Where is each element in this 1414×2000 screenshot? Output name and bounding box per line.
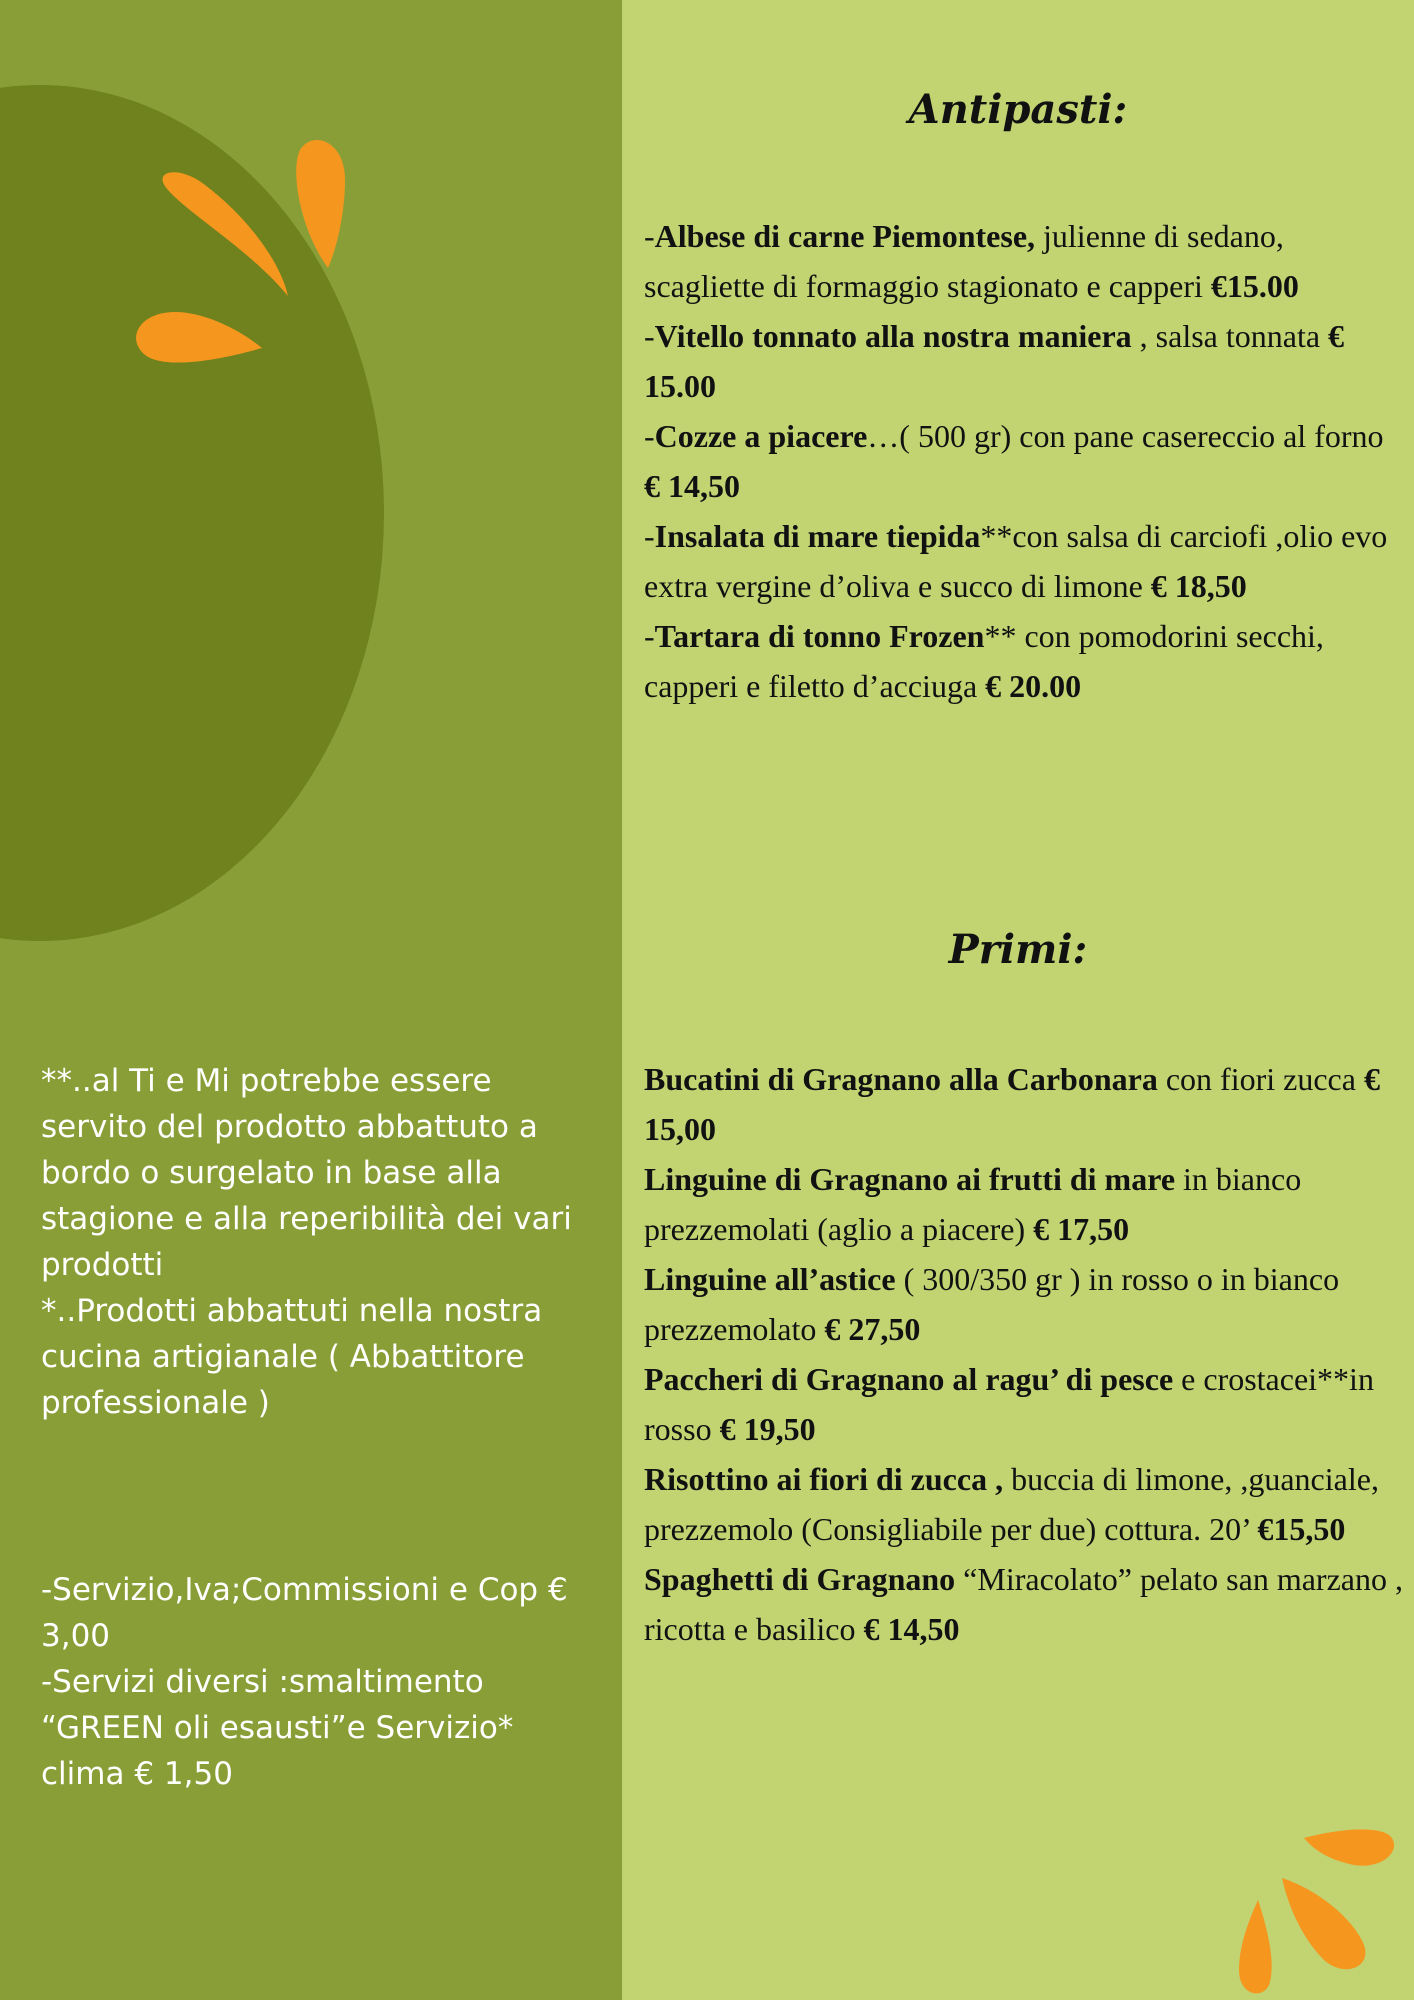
service-note: -Servizio,Iva;Commissioni e Cop € 3,00 bbox=[41, 1572, 568, 1654]
dish-price: € 27,50 bbox=[824, 1311, 921, 1347]
dish-name: Risottino ai fiori di zucca , bbox=[644, 1461, 1004, 1497]
right-panel bbox=[622, 0, 1414, 2000]
dish-price: € 14,50 bbox=[863, 1611, 960, 1647]
allergen-note: *..Prodotti abbattuti nella nostra cucina artigianale ( Abbattitore professionale ) bbox=[41, 1293, 543, 1421]
allergen-notes bbox=[41, 1058, 586, 1426]
dish-description: buccia di limone, ,guanciale, prezzemolo (Consigliabile per due) cottura. 20’ bbox=[644, 1461, 1379, 1547]
dish-description: …( 500 gr) con pane casereccio al forno bbox=[867, 418, 1384, 454]
dish-description: in bianco prezzemolati (aglio a piacere) bbox=[644, 1161, 1302, 1247]
dish-name: Insalata di mare tiepida bbox=[654, 518, 981, 554]
dish-price: € 15,00 bbox=[644, 1061, 1380, 1147]
dish-name: Vitello tonnato alla nostra maniera bbox=[654, 318, 1132, 354]
menu-item bbox=[644, 1254, 1404, 1354]
dish-description: julienne di sedano, scagliette di formaggio stagionato e capperi bbox=[644, 218, 1284, 304]
menu-item bbox=[644, 1454, 1404, 1554]
dish-name: Paccheri di Gragnano al ragu’ di pesce bbox=[644, 1361, 1174, 1397]
menu-item: -Insalata di mare tiepida**con salsa di carciofi ,olio evo extra vergine d’oliva e succo di limone € 18,50 bbox=[644, 518, 1388, 604]
service-notes bbox=[41, 1567, 586, 1797]
dish-price: € 17,50 bbox=[1033, 1211, 1130, 1247]
menu-item bbox=[644, 1554, 1404, 1654]
menu-item bbox=[644, 1354, 1404, 1454]
primi-list bbox=[644, 1054, 1404, 1654]
orange-petal-icon bbox=[1304, 1829, 1394, 1865]
dish-description: **con salsa di carciofi ,olio evo extra vergine d’oliva e succo di limone bbox=[644, 518, 1388, 604]
dish-description: “Miracolato” pelato san marzano , ricotta e basilico bbox=[644, 1561, 1403, 1647]
allergen-note: **..al Ti e Mi potrebbe essere servito del prodotto abbattuto a bordo o surgelato in base alla stagione e alla reperibilità dei vari prodotti bbox=[41, 1063, 572, 1283]
dish-price: € 15.00 bbox=[644, 318, 1345, 404]
dish-name: Spaghetti di Gragnano bbox=[644, 1561, 956, 1597]
orange-petal-icon bbox=[1282, 1878, 1365, 1969]
dish-price: €15,50 bbox=[1257, 1511, 1346, 1547]
menu-item: -Cozze a piacere…( 500 gr) con pane casereccio al forno € 14,50 bbox=[644, 418, 1384, 504]
dish-price: € 19,50 bbox=[719, 1411, 816, 1447]
dish-description: , salsa tonnata bbox=[1131, 318, 1329, 354]
decorative-petals-bottom bbox=[1214, 1800, 1414, 2000]
dish-name: Bucatini di Gragnano alla Carbonara bbox=[644, 1061, 1158, 1097]
dish-name: Cozze a piacere bbox=[654, 418, 868, 454]
dish-name: Albese di carne Piemontese, bbox=[654, 218, 1036, 254]
menu-item: -Tartara di tonno Frozen** con pomodorini secchi, capperi e filetto d’acciuga € 20.00 bbox=[644, 618, 1324, 704]
dish-price: € 20.00 bbox=[985, 668, 1082, 704]
menu-item bbox=[644, 1054, 1404, 1154]
menu-item bbox=[644, 1154, 1404, 1254]
orange-petal-icon bbox=[1239, 1900, 1272, 1993]
antipasti-list bbox=[644, 211, 1404, 711]
dish-description: con fiori zucca bbox=[1157, 1061, 1364, 1097]
section-title-primi: Primi: bbox=[948, 926, 1088, 973]
service-note: -Servizi diversi :smaltimento “GREEN oli esausti”e Servizio* clima € 1,50 bbox=[41, 1664, 514, 1792]
section-title-antipasti: Antipasti: bbox=[908, 86, 1128, 133]
dish-name: Linguine all’astice bbox=[644, 1261, 896, 1297]
dish-name: Linguine di Gragnano ai frutti di mare bbox=[644, 1161, 1176, 1197]
decorative-circle bbox=[0, 0, 622, 950]
dish-description: ** con pomodorini secchi, capperi e filetto d’acciuga bbox=[644, 618, 1324, 704]
dish-description: ( 300/350 gr ) in rosso o in bianco prezzemolato bbox=[644, 1261, 1340, 1347]
dish-description: e crostacei**in rosso bbox=[644, 1361, 1374, 1447]
dish-price: € 14,50 bbox=[644, 468, 740, 504]
menu-item: -Albese di carne Piemontese, julienne di sedano, scagliette di formaggio stagionato e capperi €15.00 bbox=[644, 218, 1299, 304]
dish-price: € 18,50 bbox=[1150, 568, 1247, 604]
left-panel bbox=[0, 0, 622, 2000]
dish-price: €15.00 bbox=[1210, 268, 1299, 304]
menu-item: -Vitello tonnato alla nostra maniera , salsa tonnata € 15.00 bbox=[644, 318, 1345, 404]
dish-name: Tartara di tonno Frozen bbox=[654, 618, 985, 654]
